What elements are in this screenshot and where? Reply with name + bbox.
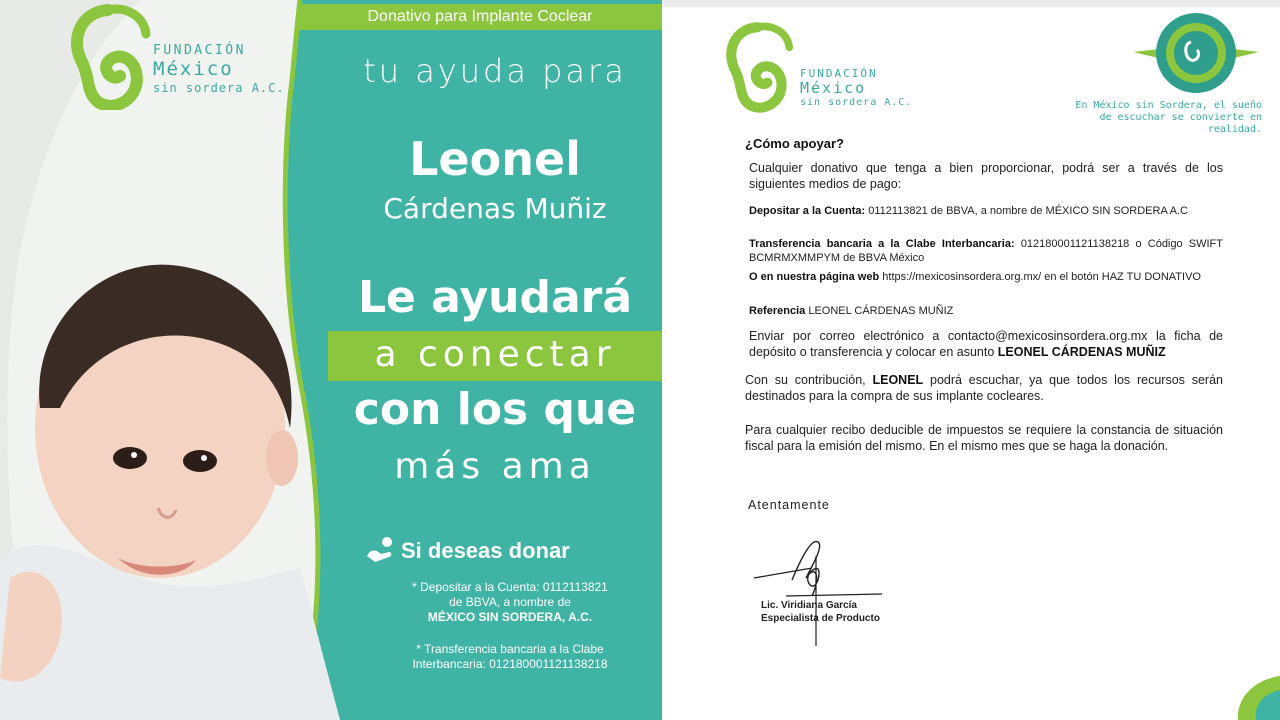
donate-heading [365,536,570,564]
fundacion-wordmark [153,44,285,94]
donataria-autorizada-seal-icon [1133,12,1259,94]
signature [752,536,892,646]
poster-line-3: con los que [353,384,637,435]
how-to-help-heading: ¿Cómo apoyar? [745,136,844,151]
baby-photo [0,258,340,720]
transfer-line-1: * Transferencia bancaria a la Clabe [416,642,604,656]
donation-banner [298,4,662,30]
deposit-line-2: de BBVA, a nombre de [449,595,571,609]
intro-paragraph: Cualquier donativo que tenga a bien proporcionar, podrá ser a través de los siguientes medios de pago: [749,161,1223,191]
contribution-name: LEONEL [872,373,924,387]
banner-text: Donativo para Implante Coclear [367,8,593,25]
transfer-label: Transferencia bancaria a la Clabe Interbancaria: [749,238,1015,250]
transfer-line-2: Interbancaria: 012180001121138218 [412,657,608,671]
web-label: O en nuestra página web [749,271,880,283]
contribution-text-b: podrá escuchar, ya que todos los recursos serán destinados para la compra de sus implante cocleares. [745,373,1223,403]
poster-headline: tu ayuda para [363,52,627,90]
fundacion-logo-icon [60,0,160,110]
logo-line-3: sin sordera A.C. [800,97,913,108]
signer-role: Especialista de Producto [761,613,880,624]
deposit-detail [360,580,660,625]
logo-line-1: FUNDACIÓN [800,67,878,80]
logo-line-2: México [800,79,867,97]
hand-heart-icon [365,536,395,564]
donation-letter [662,0,1280,720]
reference-label: Referencia [749,305,806,317]
transfer-paragraph [749,237,1223,265]
transfer-text: 012180001121138218 o Código SWIFT BCMRMXMMPYM de BBVA México [749,238,1224,264]
contribution-paragraph [745,372,1223,404]
deposit-line-3: MÉXICO SIN SORDERA, A.C. [427,610,593,624]
reference-text: LEONEL CÁRDENAS MUÑIZ [808,305,954,317]
logo-line-2: México [153,58,234,80]
poster-line-4: más ama [394,446,596,487]
signer-block [761,599,880,625]
reference-paragraph [749,304,1223,318]
deposit-text: 0112113821 de BBVA, a nombre de MÉXICO SIN SORDERA A.C [868,205,1188,217]
corner-leaf-decoration [1232,670,1280,720]
transfer-detail [360,642,660,672]
logo-line-3: sin sordera A.C. [153,81,285,95]
closing-text: Atentamente [748,498,830,512]
email-subject: LEONEL CÁRDENAS MUÑIZ [997,345,1166,359]
email-paragraph [749,328,1223,360]
deposit-line-1: * Depositar a la Cuenta: 0112113821 [412,580,608,594]
letter-tagline: En México sin Sordera, el sueño de escuchar se convierte en realidad. [1075,100,1262,135]
poster-line-1: Le ayudará [357,272,633,323]
deposit-paragraph [749,204,1223,218]
tax-paragraph: Para cualquier recibo deducible de impuestos se requiere la constancia de situación fiscal para la emisión del mismo. En el mismo mes que se haga la donación. [745,423,1223,453]
letter-top-border [662,0,1280,7]
email-text: Enviar por correo electrónico a contacto@mexicosinsordera.org.mx la ficha de depósito o transferencia y colocar en asunto [749,329,1223,359]
deposit-label: Depositar a la Cuenta: [749,205,866,217]
contribution-text-a: Con su contribución, [745,373,866,387]
logo-line-1: FUNDACIÓN [153,43,246,58]
web-paragraph [749,270,1223,284]
fundacion-wordmark [800,68,912,108]
poster-child-surname: Cárdenas Muñiz [383,192,607,225]
poster-line-2: a conectar [374,334,616,375]
poster-child-name: Leonel [409,132,581,186]
signer-name: Lic. Viridiana García [761,600,857,611]
fundacion-logo-icon [717,16,801,114]
web-text: https://mexicosinsordera.org.mx/ en el botón HAZ TU DONATIVO [882,271,1201,283]
donate-title: Si deseas donar [401,538,570,563]
